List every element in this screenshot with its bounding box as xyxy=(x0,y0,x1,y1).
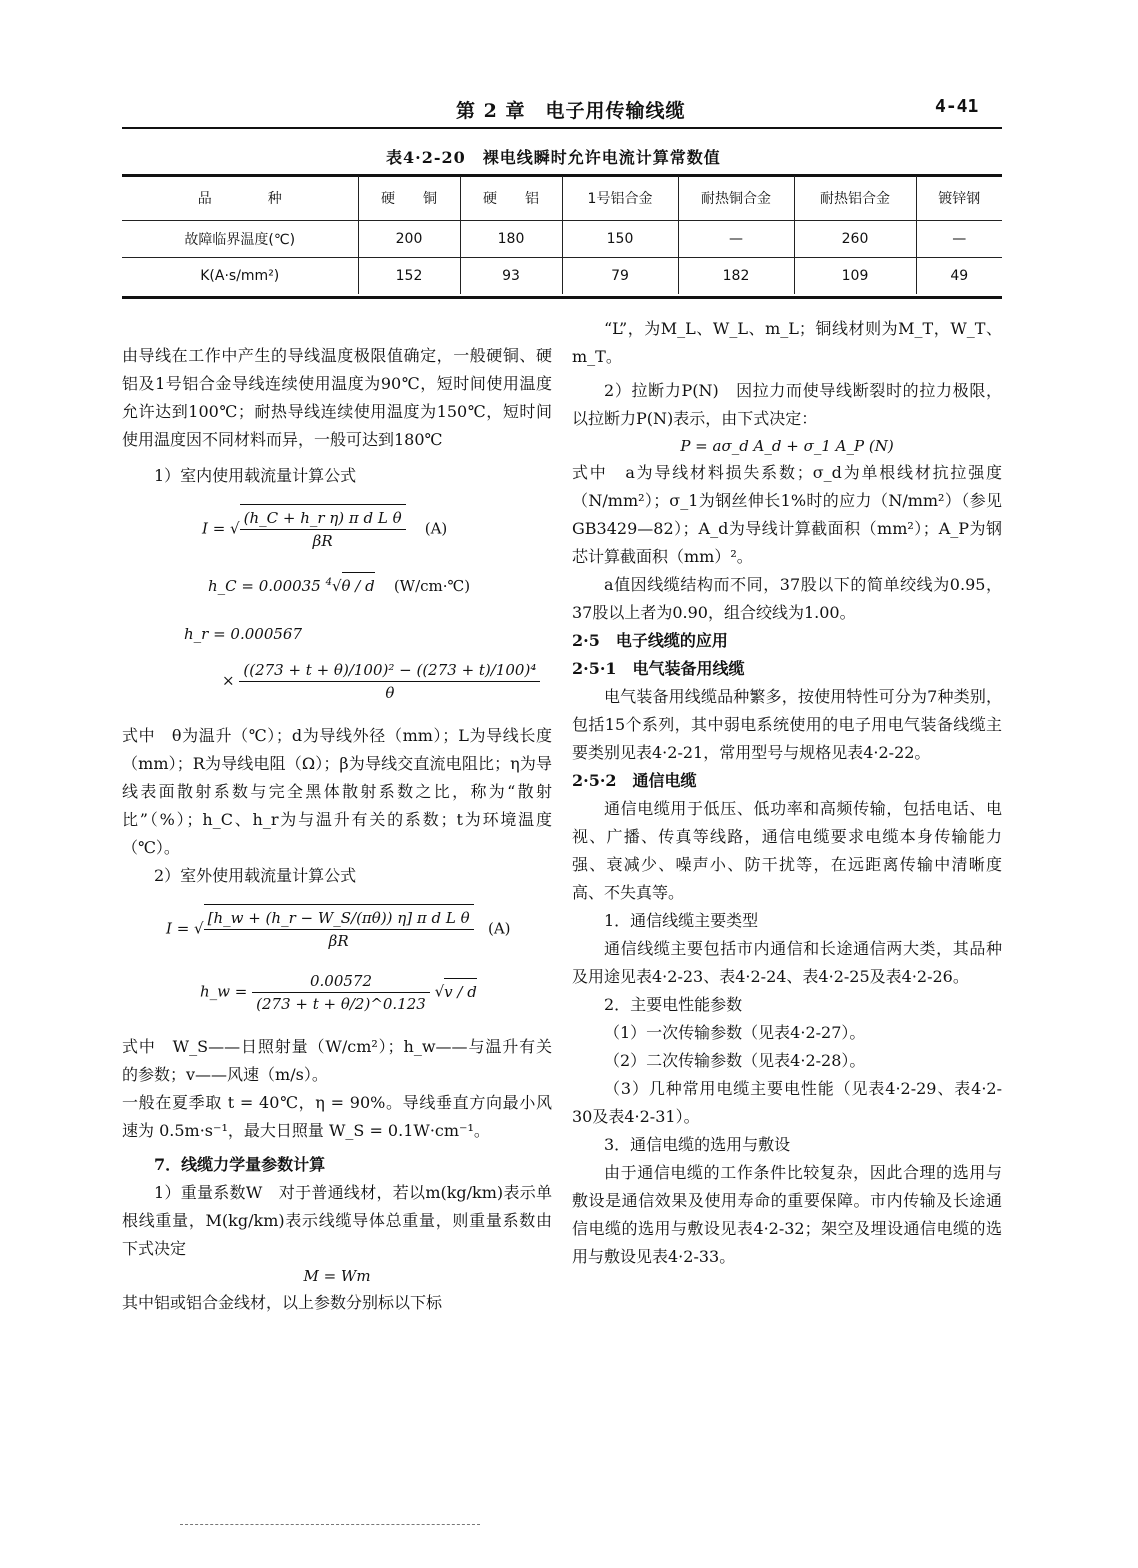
formula-denominator: (273 + t + θ/2)^0.123 xyxy=(256,995,426,1013)
table-caption: 表4·2-20 裸电线瞬时允许电流计算常数值 xyxy=(386,148,721,167)
formula-denominator: βR xyxy=(328,932,349,950)
formula-lhs: h_C = 0.00035 xyxy=(208,577,321,595)
formula-unit: (W/cm·℃) xyxy=(393,577,471,595)
table-cell: 79 xyxy=(562,258,678,295)
paragraph: 其中铝或铝合金线材，以上参数分别标以下标 xyxy=(122,1293,443,1312)
paragraph: 式中 a为导线材料损失系数；σ_d为单根线材抗拉强度（N/mm²）；σ_1为钢丝伸长1%时的应力（N/mm²）（参见GB3429—82）；A_d为导线计算截面积（mm²）；A_P为钢芯计算截面积（mm）²。 xyxy=(572,463,1002,566)
table-header-cell: 硬 铝 xyxy=(460,176,562,221)
table-cell: K(A·s/mm²) xyxy=(200,268,280,284)
table-cell: — xyxy=(916,221,1002,258)
formula-lhs: I = xyxy=(166,919,190,938)
table-cell: — xyxy=(678,221,794,258)
paragraph: 式中 θ为温升（℃）；d为导线外径（mm）；L为导线长度（mm）；R为导线电阻（Ω）；β为导线交直流电阻比；η为导线表面散射系数与完全黑体散射系数之比，称为“散射比”（%）；h_C、h_r为与温升有关的系数；t为环境温度（℃）。 xyxy=(122,726,552,857)
table-cell: 故障临界温度(℃) xyxy=(122,221,358,258)
paragraph: 由于通信电缆的工作条件比较复杂，因此合理的选用与敷设是通信效果及使用寿命的重要保障。市内传输及长途通信电缆的选用与敷设见表4·2-32；架空及埋设通信电缆的选用与敷设见表4·2-33。 xyxy=(572,1163,1002,1266)
formula-numerator: 0.00572 xyxy=(252,970,430,993)
table-cell: 152 xyxy=(358,258,460,295)
table-cell: 150 xyxy=(562,221,678,258)
footer-dashes xyxy=(180,1524,480,1526)
paragraph: 式中 W_S——日照射量（W/cm²）；h_w——与温升有关的参数；v——风速（m/s）。 xyxy=(122,1037,552,1084)
table-bottom-rule xyxy=(122,296,1002,299)
table-cell: 180 xyxy=(460,221,562,258)
table-row xyxy=(122,258,1002,295)
formula-radicand: v / d xyxy=(444,978,477,1003)
paragraph: 由导线在工作中产生的导线温度极限值确定，一般硬铜、硬铝及1号铝合金导线连续使用温度为90℃，短时间使用温度允许达到100℃；耐热导线连续使用温度为150℃，短时间使用温度因不同材料而异，一般可达到180℃ xyxy=(122,346,552,449)
section-heading: 2·5 电子线缆的应用 xyxy=(572,631,728,650)
formula-text: h_r = 0.000567 xyxy=(184,625,303,643)
table-header-row xyxy=(122,176,1002,221)
table-cell: 49 xyxy=(916,258,1002,295)
subsection-heading: 2·5·1 电气装备用线缆 xyxy=(572,659,745,678)
formula-unit: (A) xyxy=(487,919,511,938)
left-column xyxy=(122,342,552,1317)
section-heading: 1）室内使用载流量计算公式 xyxy=(154,466,357,485)
formula-breaking-force xyxy=(572,435,1002,457)
right-column xyxy=(572,315,1002,1271)
header-rule xyxy=(122,127,1002,129)
section-heading: 2）室外使用载流量计算公式 xyxy=(154,866,357,885)
formula-lhs: I = xyxy=(202,519,226,538)
formula-hc: h_C = 0.00035 $^4$√θ / d (W/cm·℃) xyxy=(208,572,552,597)
formula-denominator: βR xyxy=(312,532,333,550)
subsection-heading: 2·5·2 通信电缆 xyxy=(572,771,697,790)
paragraph: 通信电缆用于低压、低功率和高频传输，包括电话、电视、广播、传真等线路，通信电缆要求电缆本身传输能力强、衰减少、噪声小、防干扰等，在远距离传输中清晰度高、不失真等。 xyxy=(572,799,1002,902)
formula-text: P = aσ_d A_d + σ_1 A_P (N) xyxy=(680,437,894,455)
formula-radicand: θ / d xyxy=(342,572,375,597)
table-cell: 200 xyxy=(358,221,460,258)
paragraph: 电气装备用线缆品种繁多，按使用特性可分为7种类别，包括15个系列，其中弱电系统使用的电子用电气装备线缆主要类别见表4·2-21，常用型号与规格见表4·2-22。 xyxy=(572,687,1002,762)
list-heading: 3．通信电缆的选用与敷设 xyxy=(604,1135,791,1154)
paragraph: 1）重量系数W 对于普通线材，若以m(kg/km)表示单根线重量，M(kg/km)表示线缆导体总重量，则重量系数由下式决定 xyxy=(122,1183,552,1258)
table-header-cell: 耐热铜合金 xyxy=(678,176,794,221)
page-number: 4-41 xyxy=(935,96,979,117)
formula-weight xyxy=(122,1265,552,1287)
formula-lhs: h_w = xyxy=(200,982,248,1001)
formula-outdoor-current: I = √ $\frac{\text{[h\_w + (h\_r − W\_S/(πθ)) η] π d L θ}}{\beta R}$ (A) xyxy=(166,904,552,952)
paragraph: 2）拉断力P(N) 因拉力而使导线断裂时的拉力极限，以拉断力P(N)表示，由下式决定： xyxy=(572,381,1002,428)
list-heading: 2．主要电性能参数 xyxy=(604,995,743,1014)
list-item: （3）几种常用电缆主要电性能（见表4·2-29、表4·2-30及表4·2-31）。 xyxy=(572,1079,1002,1126)
section-heading: 7．线缆力学量参数计算 xyxy=(154,1155,326,1174)
list-heading: 1．通信线缆主要类型 xyxy=(604,911,759,930)
table-header-cell: 耐热铝合金 xyxy=(794,176,916,221)
formula-numerator: [h_w + (h_r − W_S/(πθ)) η] π d L θ xyxy=(204,907,474,930)
paragraph: “L”，为M_L、W_L、m_L；铜线材则为M_T，W_T、m_T。 xyxy=(572,319,1002,366)
formula-indoor-current: I = √ $\frac{\text{(h\_C + h\_r η) π d L θ}}{\beta R}$ (A) xyxy=(202,504,552,552)
table-header-cell: 1号铝合金 xyxy=(562,176,678,221)
formula-numerator: ((273 + t + θ)/100)² − ((273 + t)/100)⁴ xyxy=(239,659,540,682)
paragraph: 通信线缆主要包括市内通信和长途通信两大类，其品种及用途见表4·2-23、表4·2-24、表4·2-25及表4·2-26。 xyxy=(572,939,1002,986)
table-cell: 109 xyxy=(794,258,916,295)
table-cell: 260 xyxy=(794,221,916,258)
table-header-cell: 镀锌钢 xyxy=(916,176,1002,221)
table-header-cell: 硬 铜 xyxy=(358,176,460,221)
list-item: （2）二次传输参数（见表4·2-28）。 xyxy=(604,1051,866,1070)
formula-times: × xyxy=(222,671,235,690)
list-item: （1）一次传输参数（见表4·2-27）。 xyxy=(604,1023,866,1042)
formula-unit: (A) xyxy=(424,519,448,538)
paragraph: a值因线缆结构而不同，37股以下的简单绞线为0.95，37股以上者为0.90，组合绞线为1.00。 xyxy=(572,575,1002,622)
formula-denominator: θ xyxy=(385,684,395,702)
chapter-title: 第 2 章 电子用传输线缆 xyxy=(456,100,686,122)
table-header-cell: 品 种 xyxy=(122,176,358,221)
formula-numerator: (h_C + h_r η) π d L θ xyxy=(240,507,406,530)
table-cell: 93 xyxy=(460,258,562,295)
paragraph: 一般在夏季取 t = 40℃，η = 90%。导线垂直方向最小风速为 0.5m·s⁻¹，最大日照量 W_S = 0.1W·cm⁻¹。 xyxy=(122,1093,552,1140)
constants-table xyxy=(122,176,1002,294)
table-row xyxy=(122,221,1002,258)
table-cell: 182 xyxy=(678,258,794,295)
formula-hr-factor xyxy=(222,659,552,704)
formula-text: M = Wm xyxy=(303,1267,371,1285)
formula-hr xyxy=(184,623,552,645)
formula-hw: h_w = $\frac{0.00572}{(273 + t + \theta/2)\^{}0.123}$ √v / d xyxy=(200,972,477,1013)
